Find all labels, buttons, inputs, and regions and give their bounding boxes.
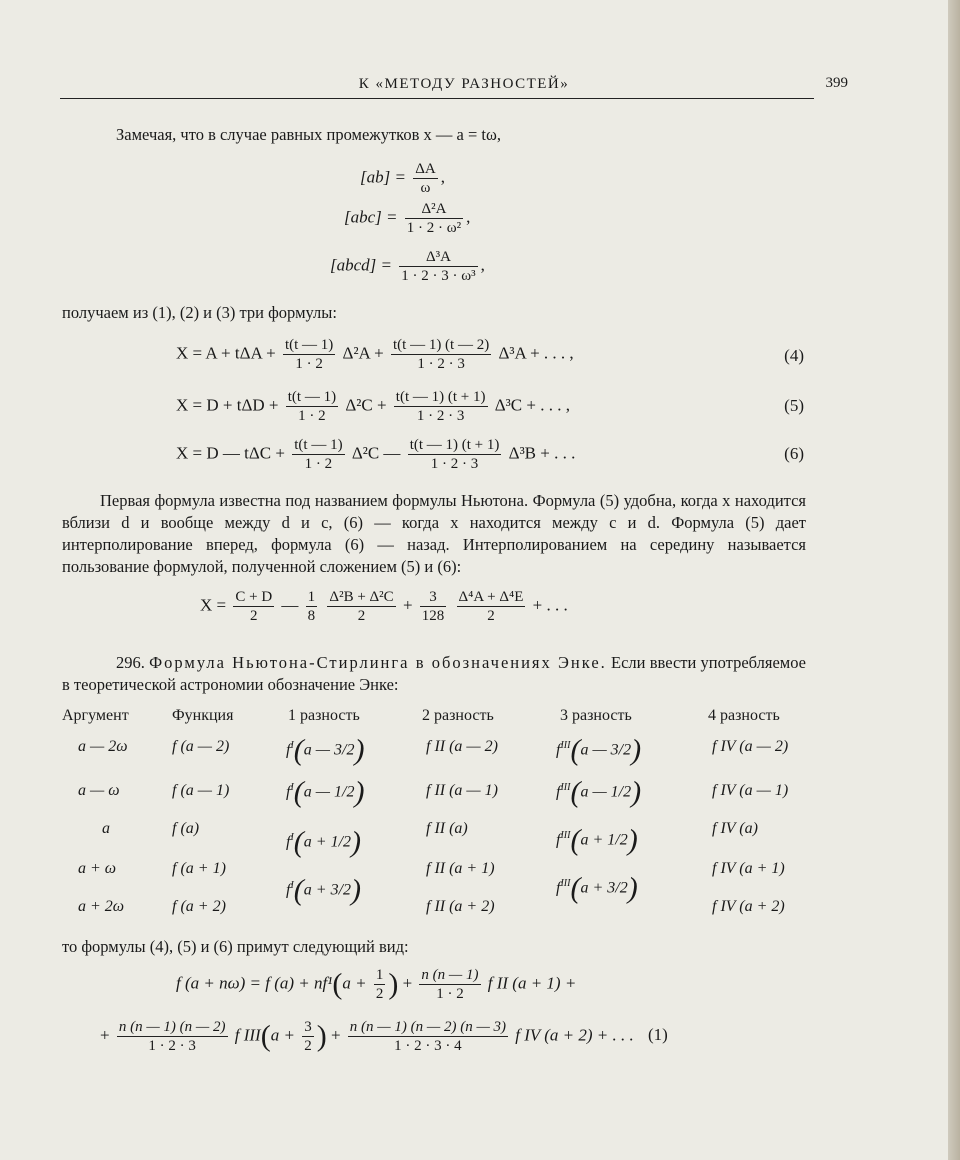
col-header-diff1: 1 разность	[288, 707, 360, 724]
func-cell: f (a — 2)	[172, 738, 230, 755]
diff4-cell: f IV (a — 2)	[712, 738, 789, 755]
arg-cell: a + 2ω	[78, 898, 125, 915]
func-cell: f (a)	[172, 820, 200, 837]
diff2-cell: f II (a + 2)	[426, 898, 495, 915]
diff1-cell: $f^I(a + 3/2)$	[286, 873, 362, 907]
diff1-cell: $f^I(a$ — 3/2)	[286, 733, 365, 767]
func-cell: f (a — 1)	[172, 782, 230, 799]
diff1-cell: $f^I(a + 1/2)$	[286, 825, 362, 859]
formula-4-number: (4)	[784, 346, 804, 365]
diff2-cell: f II (a)	[426, 820, 468, 837]
section-296	[62, 652, 806, 696]
diff4-cell: f IV (a — 1)	[712, 782, 789, 799]
header-title: К «МЕТОДУ РАЗНОСТЕЙ»	[358, 76, 570, 92]
formula-4: X = A + tΔA + $\frac{t(t — 1)}{1 \cdot 2}$ Δ²A + $\frac{t(t — 1) (t — 2)}{1 \cdot 2 \cdot 3}$ Δ³A + . . . ,	[176, 337, 574, 372]
col-header-diff4: 4 разность	[708, 707, 780, 724]
def-ab: [ab] = $\frac{\Delta A}{\omega}$ ,	[360, 161, 445, 196]
diff3-cell: $f^{III}(a$ — 1/2)	[556, 775, 642, 809]
from-text: получаем из (1), (2) и (3) три формулы:	[62, 303, 337, 322]
formula-6: X = D — tΔC + $\frac{t(t — 1)}{1 \cdot 2}$ Δ²C — $\frac{t(t — 1) (t + 1)}{1 \cdot 2 \cdot 3}$ Δ³B + . . .	[176, 437, 576, 472]
diff3-cell: $f^{III}(a$ — 3/2)	[556, 733, 642, 767]
formula-middle: X = $\frac{C + D}{2}$ — $\frac{1}{8}$ $\frac{\text{Δ²B + Δ²C}}{2}$ + $\frac{3}{128}$ $\frac{\text{Δ⁴A + Δ⁴E}}{2}$ + . . .	[200, 589, 568, 624]
section-title: Формула Ньютона-Стирлинга в обозначениях Энке.	[149, 653, 607, 672]
diff3-cell: $f^{III}(a + 3/2)$	[556, 871, 638, 905]
col-header-diff2: 2 разность	[422, 707, 494, 724]
page-edge	[948, 0, 960, 1160]
formula-final-line2: + $\frac{n (n — 1) (n — 2)}{1 \cdot 2 \cdot 3}$ f III(a + $\frac{3}{2}$ ) + $\frac{n (n — 1) (n — 2) (n — 3)}{1 \cdot 2 \cdot 3 \cdot 4}$ f IV (a + 2) + . . . (1)	[100, 1019, 668, 1054]
diff4-cell: f IV (a + 2)	[712, 898, 785, 915]
diff4-cell: f IV (a)	[712, 820, 758, 837]
diff2-cell: f II (a — 2)	[426, 738, 498, 755]
def-abc: [abc] = $\frac{\text{Δ²A}}{\text{1 · 2 · ω²}}$ ,	[344, 201, 471, 236]
def-abcd: [abcd] = $\frac{\text{Δ³A}}{\text{1 · 2 · 3 · ω³}}$ ,	[330, 249, 485, 284]
diff2-cell: f II (a + 1)	[426, 860, 495, 877]
func-cell: f (a + 2)	[172, 898, 226, 915]
diff2-cell: f II (a — 1)	[426, 782, 498, 799]
arg-cell: a + ω	[78, 860, 117, 877]
diff3-cell: $f^{III}(a + 1/2)$	[556, 823, 638, 857]
running-header	[60, 72, 868, 98]
paragraph-newton: Первая формула известна под названием формулы Ньютона. Формула (5) удобна, когда x находится вблизи d и вообще между d и c, (6) — когда x находится между c и d. Формула (5) дает интерполирование вперед, формула (6) — назад. Интерполированием на середину называется пользование формулой, полученной сложением (5) и (6):	[62, 491, 806, 576]
page-number: 399	[825, 75, 848, 91]
col-header-function: Функция	[172, 707, 234, 724]
formula-6-number: (6)	[784, 444, 804, 463]
formula-5-number: (5)	[784, 396, 804, 415]
diff1-cell: $f^I(a$ — 1/2)	[286, 775, 365, 809]
col-header-diff3: 3 разность	[560, 707, 632, 724]
arg-cell: a	[102, 820, 110, 837]
formula-final-line1: f (a + nω) = f (a) + nf¹(a + $\frac{1}{2}$ ) + $\frac{n (n — 1)}{1 \cdot 2}$ f II (a + 1) +	[176, 967, 577, 1002]
diff4-cell: f IV (a + 1)	[712, 860, 785, 877]
then-text: то формулы (4), (5) и (6) примут следующий вид:	[62, 937, 409, 956]
func-cell: f (a + 1)	[172, 860, 226, 877]
intro-text: Замечая, что в случае равных промежутков x — a = tω,	[116, 125, 501, 144]
formula-5: X = D + tΔD + $\frac{t(t — 1)}{1 \cdot 2}$ Δ²C + $\frac{t(t — 1) (t + 1)}{1 \cdot 2 \cdot 3}$ Δ³C + . . . ,	[176, 389, 570, 424]
col-header-argument: Аргумент	[62, 707, 129, 724]
section-number: 296.	[116, 653, 145, 672]
arg-cell: a — ω	[78, 782, 120, 799]
header-rule	[60, 98, 814, 99]
arg-cell: a — 2ω	[78, 738, 128, 755]
section-text: Если ввести употребляемое в теоретической астрономии обозначение Энке:	[62, 653, 807, 694]
